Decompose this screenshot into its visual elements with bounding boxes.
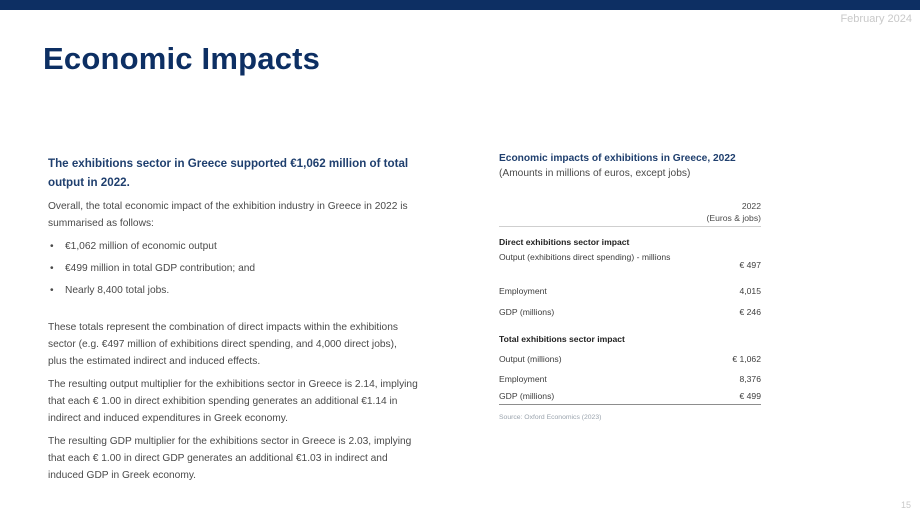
section-heading-total: Total exhibitions sector impact [499, 334, 625, 344]
summary-bullet: • Nearly 8,400 total jobs. [48, 282, 418, 299]
impact-table [499, 152, 761, 421]
row-label: Employment [499, 286, 547, 296]
table-row [499, 384, 761, 405]
row-label: Employment [499, 374, 547, 384]
summary-bullet: • €499 million in total GDP contribution; and [48, 260, 418, 277]
row-value: € 1,062 [732, 354, 761, 364]
row-value: € 499 [739, 391, 761, 401]
table-title: Economic impacts of exhibitions in Greece, 2022 [499, 153, 736, 164]
body-paragraph: These totals represent the combination of direct impacts within the exhibitions sector (e.g. €497 million of exhibitions direct spending, and 4,000 direct jobs), plus the estimated indirect and induced effects. [48, 322, 398, 367]
column-unit: (Euros & jobs) [706, 213, 761, 223]
page-number: 15 [900, 500, 911, 510]
row-value: 8,376 [739, 374, 761, 384]
lead-statement: The exhibitions sector in Greece supported €1,062 million of total output in 2022. [48, 157, 409, 189]
section-heading-direct: Direct exhibitions sector impact [499, 237, 630, 247]
column-header [499, 200, 761, 227]
narrative-column [48, 154, 418, 490]
page-title: Economic Impacts [43, 41, 321, 76]
table-row [499, 364, 761, 384]
body-paragraph: The resulting output multiplier for the exhibitions sector in Greece is 2.14, implying that each € 1.00 in direct exhibition spending generates an additional €1.14 in indirect and induced expenditures in Greek economy. [48, 379, 418, 424]
intro-paragraph: Overall, the total economic impact of the exhibition industry in Greece in 2022 is summarised as follows: [48, 201, 408, 229]
table-row [499, 344, 761, 364]
row-label: Output (millions) [499, 354, 562, 364]
table-source: Source: Oxford Economics (2023) [499, 414, 602, 421]
row-value: € 497 [739, 260, 761, 270]
row-value: € 246 [739, 307, 761, 317]
top-banner [0, 0, 920, 10]
column-year: 2022 [741, 201, 761, 211]
row-value: 4,015 [739, 286, 761, 296]
table-row [499, 270, 761, 296]
table-row [499, 247, 761, 270]
row-label: GDP (millions) [499, 391, 555, 401]
row-label: GDP (millions) [499, 307, 555, 317]
report-date: February 2024 [840, 13, 912, 25]
table-row [499, 296, 761, 317]
body-paragraph: The resulting GDP multiplier for the exhibitions sector in Greece is 2.03, implying that each € 1.00 in direct GDP generates an additional €1.03 in indirect and induced GDP in Greek economy. [48, 436, 412, 481]
table-subtitle: (Amounts in millions of euros, except jobs) [499, 168, 691, 179]
row-label: Output (exhibitions direct spending) - millions [499, 252, 671, 262]
summary-list [48, 238, 418, 299]
summary-bullet: • €1,062 million of economic output [48, 238, 418, 255]
